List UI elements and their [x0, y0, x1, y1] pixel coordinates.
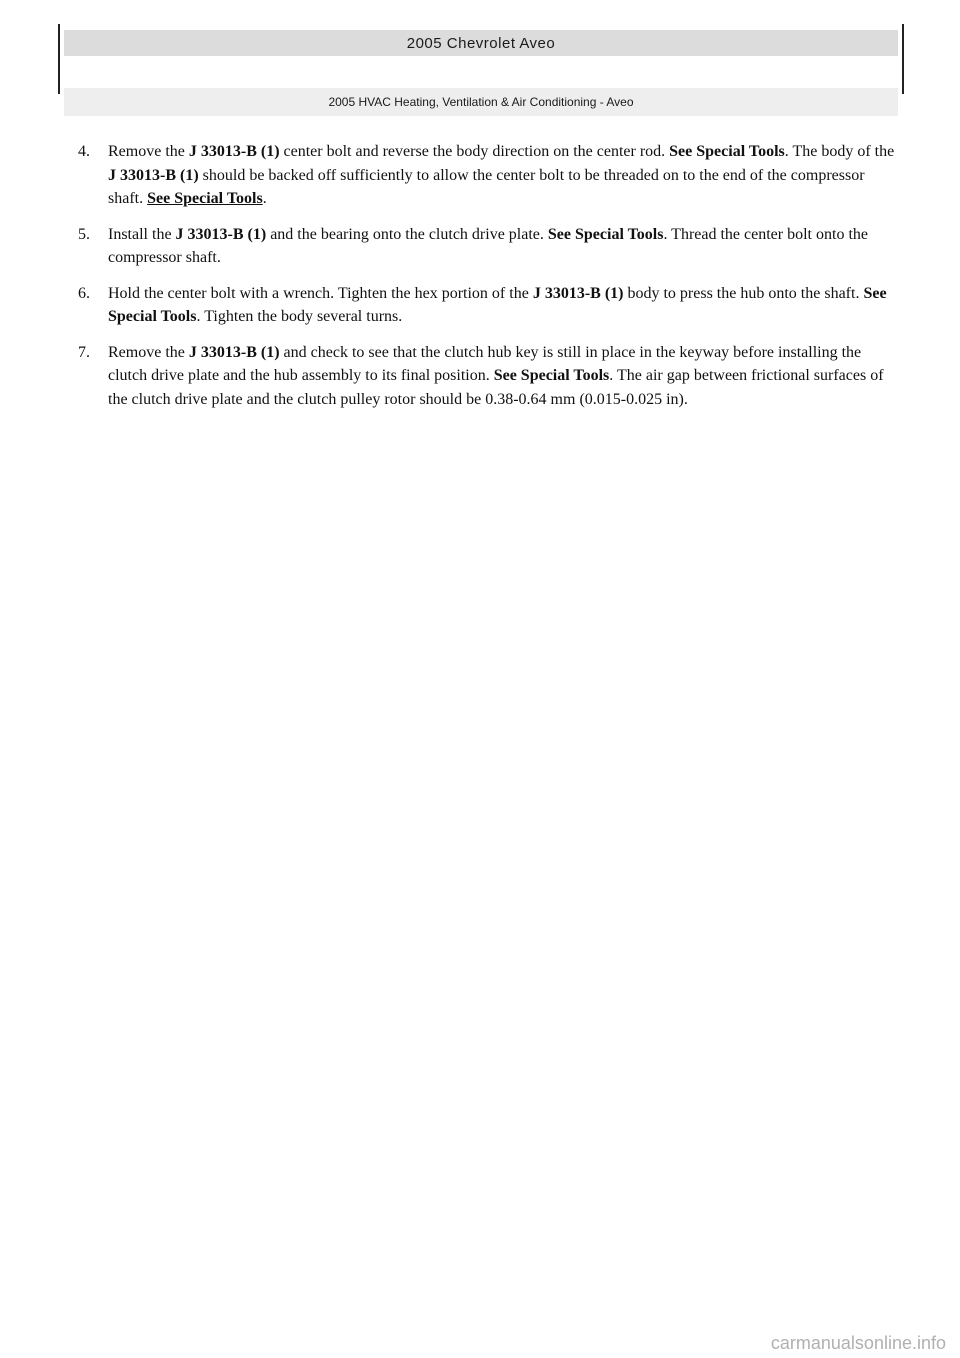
tool-reference: J 33013-B (1)	[188, 343, 280, 361]
special-tools-link[interactable]: See Special Tools	[147, 190, 263, 207]
step-text: should be backed off sufficiently to allow the center bolt to be threaded on to the end of the compressor shaft.	[108, 166, 865, 207]
watermark: carmanualsonline.info	[770, 1333, 946, 1353]
special-tools-link[interactable]: See Special Tools	[669, 143, 785, 160]
step-text: . Thread the center bolt onto the compressor shaft.	[108, 225, 868, 266]
step-text: . The air gap between frictional surfaces of the clutch drive plate and the clutch pulley rotor should be 0.38-0.64 mm (0.015-0.025 in).	[108, 367, 884, 408]
step-6	[78, 282, 898, 329]
step-text: . Tighten the body several turns.	[196, 308, 403, 325]
tool-reference: J 33013-B (1)	[175, 225, 267, 243]
special-tools-link[interactable]: See Special Tools	[108, 284, 887, 325]
tool-reference: J 33013-B (1)	[108, 166, 199, 184]
step-number: 4.	[78, 143, 90, 160]
step-text: and the bearing onto the clutch drive plate.	[266, 225, 548, 243]
step-list	[78, 140, 898, 411]
special-tools-link[interactable]: See Special Tools	[493, 367, 610, 384]
step-text: Install the	[108, 225, 176, 243]
step-text: Hold the center bolt with a wrench. Tighten the hex portion of the	[108, 284, 533, 302]
step-text: center bolt and reverse the body direction on the center rod.	[279, 143, 670, 160]
step-number: 5.	[78, 225, 90, 243]
document-body	[78, 140, 898, 423]
step-text: Remove the	[108, 143, 189, 160]
header-subtitle: 2005 HVAC Heating, Ventilation & Air Conditioning - Aveo	[64, 88, 898, 116]
step-text: . The body of the	[784, 143, 895, 160]
step-7	[78, 341, 898, 412]
step-text: and check to see that the clutch hub key is still in place in the keyway before installing the clutch drive plate and the hub assembly to its final position.	[108, 343, 862, 384]
special-tools-link[interactable]: See Special Tools	[547, 225, 664, 243]
step-text: .	[262, 190, 267, 207]
step-5	[78, 223, 898, 270]
page-header	[58, 24, 904, 109]
step-number: 7.	[78, 343, 90, 361]
header-title: 2005 Chevrolet Aveo	[64, 30, 898, 56]
tool-reference: J 33013-B (1)	[188, 143, 280, 160]
step-text: body to press the hub onto the shaft.	[623, 284, 864, 302]
step-text: Remove the	[108, 343, 189, 361]
tool-reference: J 33013-B (1)	[532, 284, 624, 302]
step-number: 6.	[78, 284, 90, 302]
step-4	[78, 140, 898, 211]
